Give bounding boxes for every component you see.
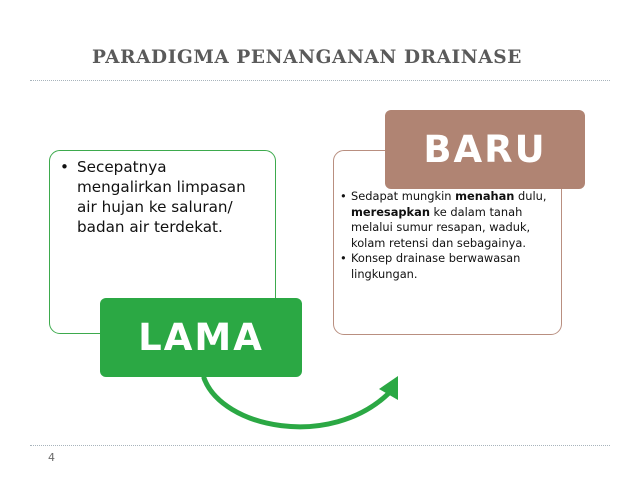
baru-bullet-list [340, 189, 558, 283]
bullet-icon: • [340, 189, 347, 203]
bullet-icon: • [60, 158, 69, 176]
lama-item-text: Secepatnya mengalirkan limpasan air hujan ke saluran/ badan air terdekat. [77, 158, 246, 236]
baru-list-item [340, 189, 558, 251]
baru-item-text-pre: Sedapat mungkin [351, 189, 456, 203]
footer-divider [30, 445, 610, 446]
slide-title: PARADIGMA PENANGANAN DRAINASE [92, 47, 522, 68]
baru-item-text: Konsep drainase berwawasan lingkungan. [351, 251, 521, 281]
bullet-icon: • [340, 251, 347, 266]
baru-item-text-mid: dulu, [514, 189, 547, 203]
lama-label: LAMA [100, 298, 302, 377]
lama-list-item [60, 157, 266, 237]
slide-number: 4 [48, 451, 55, 464]
baru-item-bold-meresapkan: meresapkan [351, 204, 430, 219]
title-divider [30, 80, 610, 81]
lama-bullet-list [60, 157, 266, 237]
baru-label: BARU [385, 110, 585, 189]
baru-item-text-post: ke dalam tanah melalui sumur resapan, waduk, kolam retensi dan sebagainya. [351, 204, 531, 250]
baru-item-bold-menahan: menahan [455, 189, 515, 203]
baru-list-item [340, 251, 558, 282]
